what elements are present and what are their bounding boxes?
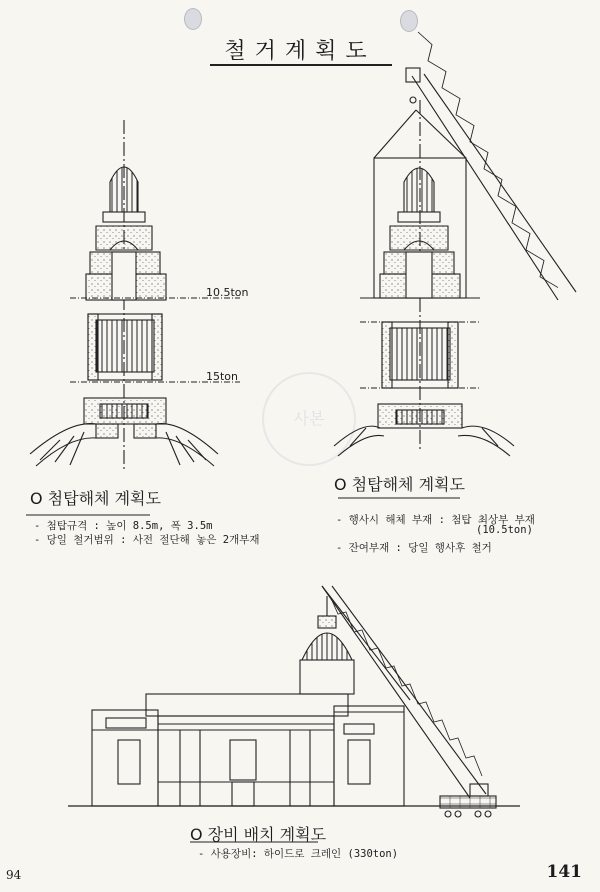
spire-diagram-right [334, 32, 576, 456]
page-number: 141 [546, 862, 582, 882]
note-removal-scope: - 당일 철거범위 : 사전 절단해 놓은 2개부재 [34, 534, 260, 546]
note-equipment: - 사용장비: 하이드로 크레인 (330ton) [198, 848, 399, 860]
load-label-upper: 10.5ton [206, 286, 249, 299]
corner-handwritten-mark: 94 [6, 868, 22, 882]
building-elevation-diagram [68, 586, 520, 817]
load-label-lower: 15ton [206, 370, 239, 383]
caption-spire-left: O 첨탑해체 계획도 [30, 489, 161, 508]
caption-spire-right: O 첨탑해체 계획도 [334, 475, 465, 494]
caption-equipment-layout: O 장비 배치 계획도 [190, 825, 327, 844]
page-title: 철거계획도 [224, 39, 376, 64]
note-spire-spec: - 첨탑규격 : 높이 8.5m, 폭 3.5m [34, 520, 213, 532]
note-remaining-member: - 잔여부재 : 당일 행사후 철거 [336, 542, 492, 554]
note-event-weight: (10.5ton) [476, 524, 533, 536]
note-event-member: - 행사시 해체 부재 : 첨탑 최상부 부재 [336, 514, 535, 526]
stamp-text: 사본 [293, 409, 325, 428]
